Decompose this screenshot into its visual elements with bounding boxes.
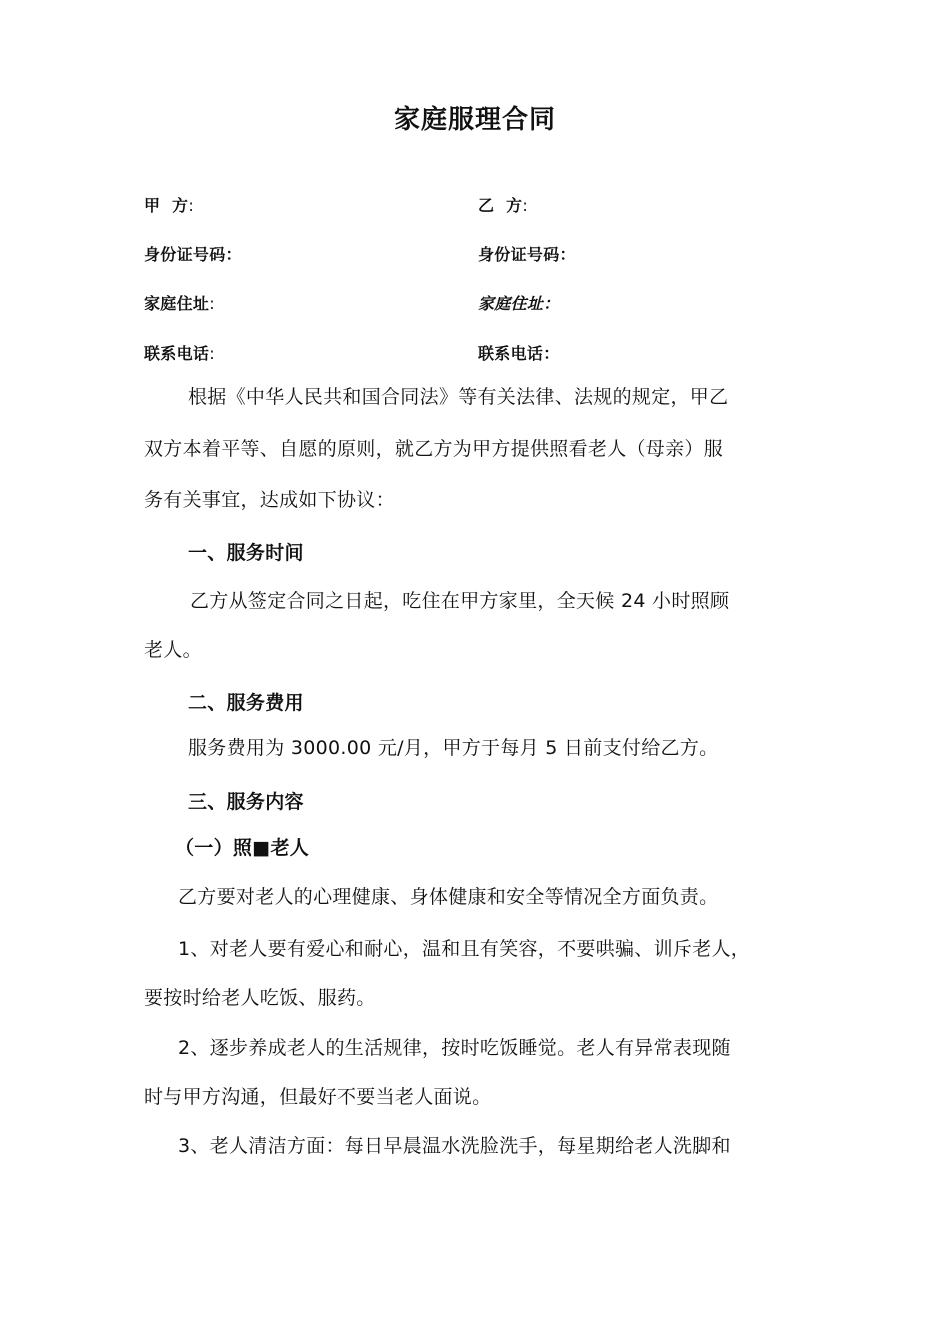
section-3-intro: 乙方要对老人的心理健康、身体健康和安全等情况全方面负责。: [178, 886, 719, 908]
section-1-body-line-1: 乙方从签定合同之日起，吃住在甲方家里，全天候 24 小时照顾: [190, 590, 730, 612]
item-3-line-1: 3、老人清洁方面：每日早晨温水洗脸洗手，每星期给老人洗脚和: [178, 1135, 731, 1157]
item-1-line-2: 要按时给老人吃饭、服药。: [144, 987, 376, 1009]
intro-line-2: 双方本着平等、自愿的原则，就乙方为甲方提供照看老人（母亲）服: [144, 438, 724, 460]
item-1-line-1: 1、对老人要有爱心和耐心，温和且有笑容，不要哄骗、训斥老人，: [178, 938, 751, 960]
party-a-id-label: 身份证号码：: [144, 245, 242, 264]
party-b-colon: :: [522, 196, 529, 215]
item-2-line-2: 时与甲方沟通，但最好不要当老人面说。: [144, 1086, 492, 1108]
section-1-heading: 一、服务时间: [188, 542, 304, 564]
party-a-address-colon: :: [209, 294, 215, 313]
party-b-address-label: 家庭住址：: [478, 294, 560, 313]
party-a-address-label: 家庭住址: [144, 294, 210, 313]
document-title: 家庭服理合同: [393, 105, 556, 135]
party-b-row: [478, 194, 528, 218]
party-a-colon: :: [188, 196, 195, 215]
intro-line-3: 务有关事宜，达成如下协议：: [144, 489, 395, 511]
section-3-heading: 三、服务内容: [188, 791, 304, 813]
party-a-phone-colon: :: [209, 344, 215, 363]
party-a-phone-row: [144, 342, 215, 366]
intro-line-1: 根据《中华人民共和国合同法》等有关法律、法规的规定，甲乙: [188, 386, 729, 408]
party-a-address-row: [144, 292, 215, 316]
party-a-phone-label: 联系电话: [144, 344, 210, 363]
party-b-label: 乙 方: [478, 196, 523, 215]
party-a-row: [144, 194, 194, 218]
section-2-heading: 二、服务费用: [188, 692, 304, 714]
section-1-body-line-2: 老人。: [144, 639, 202, 661]
party-b-phone-label: 联系电话：: [478, 344, 560, 363]
item-2-line-1: 2、逐步养成老人的生活规律，按时吃饭睡觉。老人有异常表现随: [178, 1037, 731, 1059]
party-a-label: 甲 方: [144, 196, 189, 215]
party-b-id-label: 身份证号码：: [478, 245, 576, 264]
section-2-body: 服务费用为 3000.00 元/月，甲方于每月 5 日前支付给乙方。: [188, 737, 719, 759]
section-3-sub-heading: （一）照■老人: [175, 837, 310, 859]
